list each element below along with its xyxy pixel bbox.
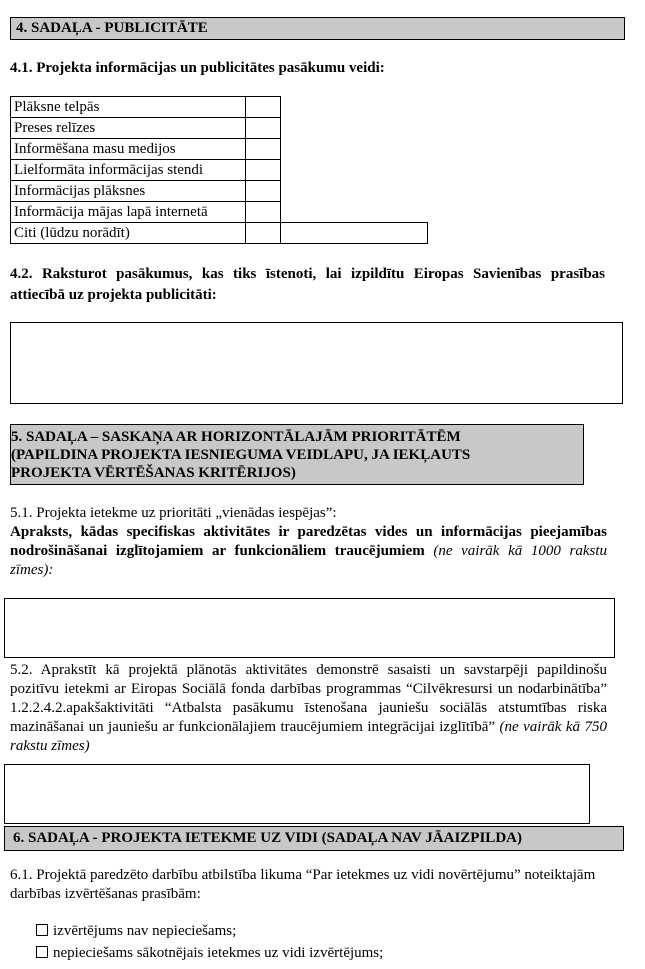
table-row bbox=[11, 223, 428, 244]
question-5-2-limit: (ne vairāk kā 750 rakstu zīmes) bbox=[10, 719, 607, 754]
publicity-type-checkbox[interactable] bbox=[246, 223, 281, 244]
table-row bbox=[11, 139, 428, 160]
question-4-2: 4.2. Raksturot pasākumus, kas tiks īstenoti, lai izpildītu Eiropas Savienības prasības attiecībā uz projekta publicitāti: bbox=[10, 266, 605, 303]
question-5-1-description bbox=[10, 523, 607, 580]
option-label: izvērtējums nav nepieciešams; bbox=[53, 923, 237, 939]
question-4-1: 4.1. Projekta informācijas un publicitātes pasākumu veidi: bbox=[10, 60, 385, 76]
table-row bbox=[11, 160, 428, 181]
question-5-1-bold: Apraksts, kādas specifiskas aktivitātes ir paredzētas vides un informācijas pieejamības nodrošināšanai izglītojamiem ar funkcionāliem traucējumiem bbox=[10, 524, 607, 559]
publicity-types-table bbox=[10, 96, 428, 244]
table-row bbox=[11, 181, 428, 202]
publicity-type-label: Informācija mājas lapā internetā bbox=[11, 202, 246, 223]
publicity-type-checkbox[interactable] bbox=[246, 97, 281, 118]
question-5-1-limit: (ne vairāk kā 1000 rakstu zīmes) bbox=[10, 543, 607, 578]
section-5-header bbox=[10, 424, 584, 485]
publicity-type-checkbox[interactable] bbox=[246, 202, 281, 223]
question-5-1-intro: 5.1. Projekta ietekme uz prioritāti „vienādas iespējas”: bbox=[10, 505, 337, 521]
option-no-assessment[interactable] bbox=[36, 923, 236, 940]
publicity-type-label: Lielformāta informācijas stendi bbox=[11, 160, 246, 181]
section-4-header: 4. SADAĻA - PUBLICITĀTE bbox=[10, 17, 625, 40]
publicity-type-checkbox[interactable] bbox=[246, 139, 281, 160]
question-6-1: 6.1. Projektā paredzēto darbību atbilstība likuma “Par ietekmes uz vidi novērtējumu” noteiktajām darbības izvērtēšanas prasībām: bbox=[10, 867, 596, 902]
checkbox-icon[interactable] bbox=[36, 946, 48, 958]
synergy-textbox[interactable] bbox=[4, 764, 590, 824]
equal-opportunities-textbox[interactable] bbox=[4, 598, 615, 658]
table-row bbox=[11, 118, 428, 139]
section-6-header: 6. SADAĻA - PROJEKTA IETEKME UZ VIDI (SADAĻA NAV JĀAIZPILDA) bbox=[4, 826, 624, 851]
table-row bbox=[11, 97, 428, 118]
publicity-type-label: Preses relīzes bbox=[11, 118, 246, 139]
option-label: nepieciešams sākotnējais ietekmes uz vidi izvērtējums; bbox=[53, 945, 384, 961]
question-5-2 bbox=[10, 661, 607, 756]
publicity-type-label: Plāksne telpās bbox=[11, 97, 246, 118]
checkbox-icon[interactable] bbox=[36, 924, 48, 936]
publicity-type-checkbox[interactable] bbox=[246, 118, 281, 139]
publicity-type-checkbox[interactable] bbox=[246, 181, 281, 202]
option-initial-assessment[interactable] bbox=[36, 945, 383, 962]
publicity-type-label: Citi (lūdzu norādīt) bbox=[11, 223, 246, 244]
section-5-header-line: (PAPILDINA PROJEKTA IESNIEGUMA VEIDLAPU, JA IEKĻAUTS bbox=[11, 447, 471, 463]
question-5-1-end: : bbox=[48, 562, 54, 578]
other-specify-field[interactable] bbox=[281, 223, 428, 244]
publicity-type-checkbox[interactable] bbox=[246, 160, 281, 181]
question-5-2-text: 5.2. Aprakstīt kā projektā plānotās aktivitātes demonstrē sasaisti un savstarpēji papildinošu pozitīvu ietekmi ar Eiropas Sociālā fonda darbības programmas “Cilvēkresursi un nodarbinātība” 1.2.2.4.2.apakšaktivitāti “Atbalsta pasākumu īstenošana jauniešu sociālās atstumtības riska mazināšanai un jauniešu ar funkcionālajiem traucējumiem integrācijai izglītībā” bbox=[10, 662, 607, 735]
publicity-measures-textbox[interactable] bbox=[10, 322, 623, 404]
table-row bbox=[11, 202, 428, 223]
section-5-header-line: PROJEKTA VĒRTĒŠANAS KRITĒRIJOS) bbox=[11, 465, 296, 481]
publicity-type-label: Informēšana masu medijos bbox=[11, 139, 246, 160]
publicity-type-label: Informācijas plāksnes bbox=[11, 181, 246, 202]
section-5-header-line: 5. SADAĻA – SASKAŅA AR HORIZONTĀLAJĀM PRIORITĀTĒM bbox=[11, 429, 461, 445]
